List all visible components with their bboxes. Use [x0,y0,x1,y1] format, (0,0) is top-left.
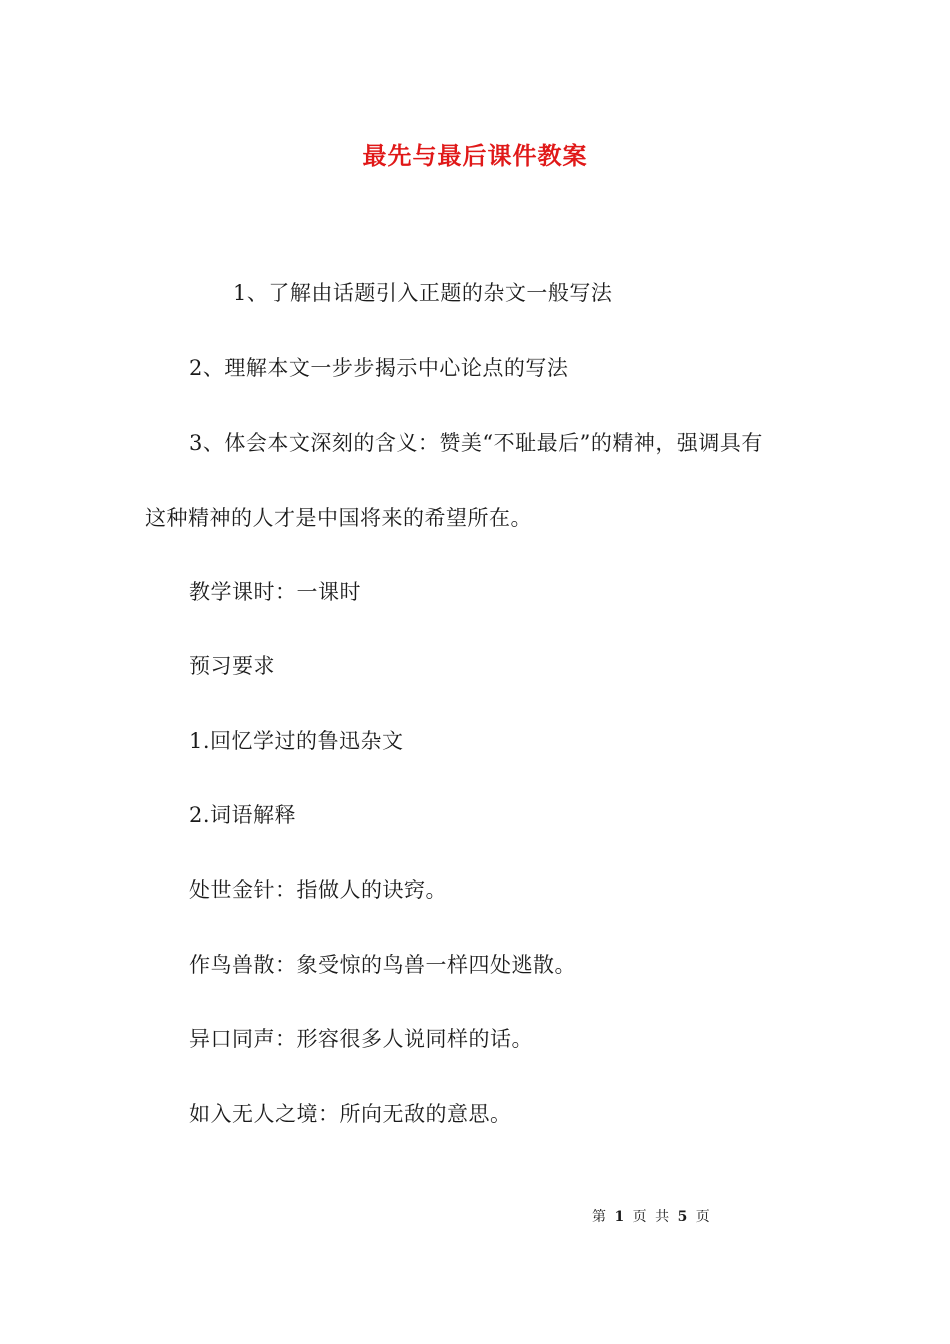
paragraph-line: 作鸟兽散：象受惊的鸟兽一样四处逃散。 [189,953,576,977]
footer-middle: 页 共 [632,1209,672,1225]
footer-prefix: 第 [592,1209,608,1225]
paragraph-line: 1.回忆学过的鲁迅杂文 [189,729,404,753]
paragraph-line: 2、理解本文一步步揭示中心论点的写法 [189,356,569,380]
paragraph-line: 预习要求 [189,654,275,678]
footer-page-number: 1 [614,1209,627,1225]
footer-total-pages: 5 [677,1209,690,1225]
paragraph-line: 处世金针：指做人的诀窍。 [189,878,447,902]
paragraph-line: 如入无人之境：所向无敌的意思。 [189,1102,512,1126]
page-footer [592,1206,712,1226]
document-title: 最先与最后课件教案 [362,141,588,170]
paragraph-line: 1、了解由话题引入正题的杂文一般写法 [233,281,613,305]
footer-suffix: 页 [695,1209,712,1225]
paragraph-line: 教学课时：一课时 [189,580,361,604]
paragraph-line: 3、体会本文深刻的含义：赞美“不耻最后”的精神，强调具有 [189,431,763,455]
paragraph-line: 2.词语解释 [189,803,297,827]
paragraph-line: 异口同声：形容很多人说同样的话。 [189,1027,533,1051]
paragraph-line: 这种精神的人才是中国将来的希望所在。 [145,506,532,530]
